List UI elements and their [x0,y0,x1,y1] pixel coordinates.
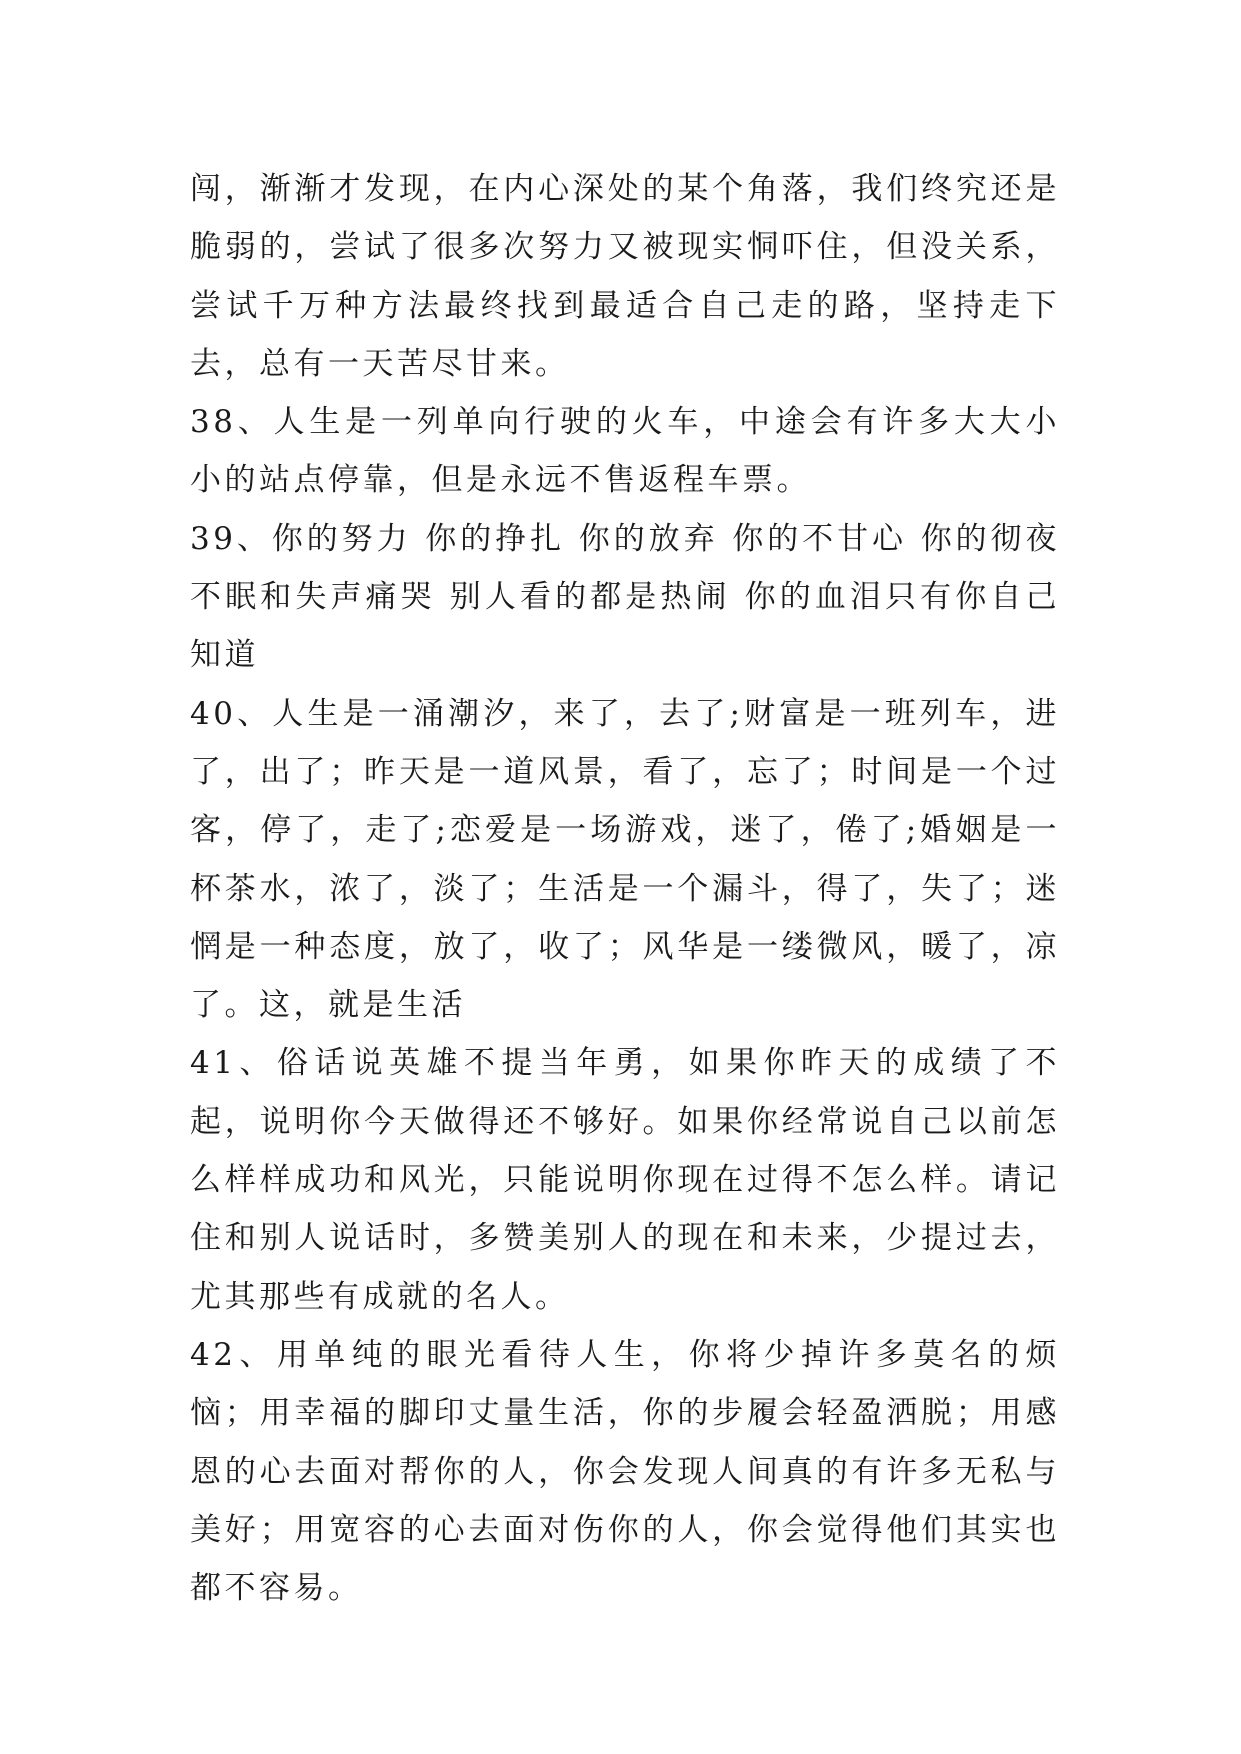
paragraph-41: 41、俗话说英雄不提当年勇，如果你昨天的成绩了不起，说明你今天做得还不够好。如果你经常说自己以前怎么样样成功和风光，只能说明你现在过得不怎么样。请记住和别人说话时，多赞美别人的现在和未来，少提过去，尤其那些有成就的名人。 [190,1045,1060,1315]
paragraph-39: 39、你的努力 你的挣扎 你的放弃 你的不甘心 你的彻夜不眠和失声痛哭 别人看的都是热闹 你的血泪只有你自己知道 [190,520,1060,674]
paragraph-40: 40、人生是一涌潮汐，来了，去了;财富是一班列车，进了，出了；昨天是一道风景，看了，忘了；时间是一个过客，停了，走了;恋爱是一场游戏，迷了，倦了;婚姻是一杯茶水，浓了，淡了；生活是一个漏斗，得了，失了；迷惘是一种态度，放了，收了；风华是一缕微风，暖了，凉了。这，就是生活 [190,695,1060,1024]
paragraph-42: 42、用单纯的眼光看待人生，你将少掉许多莫名的烦恼；用幸福的脚印丈量生活，你的步履会轻盈洒脱；用感恩的心去面对帮你的人，你会发现人间真的有许多无私与美好；用宽容的心去面对伤你的人，你会觉得他们其实也都不容易。 [190,1336,1060,1607]
paragraph-continuation: 闯，渐渐才发现，在内心深处的某个角落，我们终究还是脆弱的，尝试了很多次努力又被现实恫吓住，但没关系，尝试千万种方法最终找到最适合自己走的路，坚持走下去，总有一天苦尽甘来。 [190,171,1060,382]
paragraph-38: 38、人生是一列单向行驶的火车，中途会有许多大大小小的站点停靠，但是永远不售返程车票。 [190,404,1060,499]
document-body [190,160,1060,1617]
